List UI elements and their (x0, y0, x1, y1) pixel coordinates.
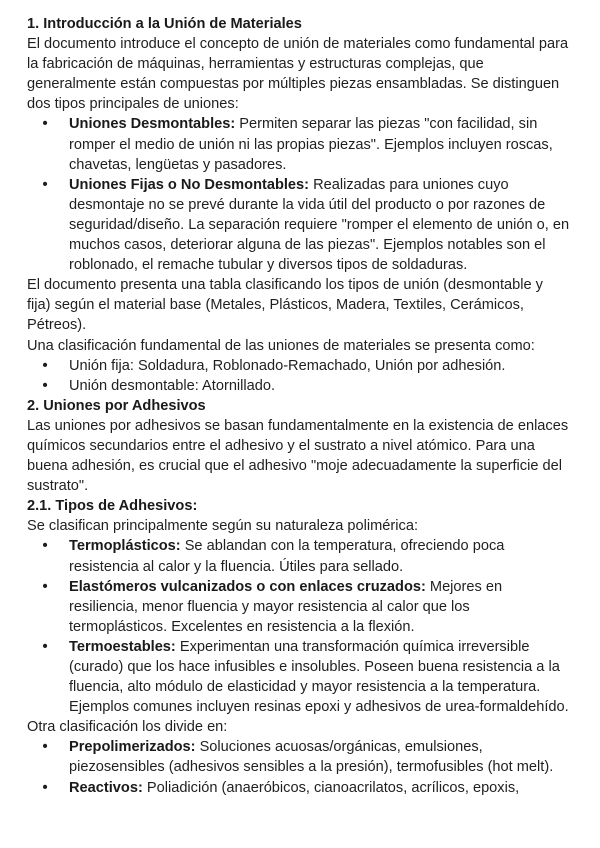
bullet: • (42, 357, 48, 374)
item-term: Reactivos: (69, 779, 143, 796)
bullet: • (42, 638, 48, 655)
item-term: Uniones Fijas o No Desmontables: (69, 176, 310, 193)
item-text: Experimentan una transformación química irreversible (curado) que los hace infusibles e insolubles. Poseen buena resistencia a la fluencia, alto módulo de elasticidad y mayor resistencia a la temperatura. Ejemplos comunes incluyen resinas epoxi y adhesivos de urea-formaldehído. (69, 638, 569, 716)
list-item (27, 737, 570, 777)
section-1-heading: 1. Introducción a la Unión de Materiales (27, 16, 302, 32)
item-term: Termoestables: (69, 638, 176, 655)
bullet: • (42, 176, 48, 193)
bullet: • (42, 377, 48, 394)
item-text: Mejores en resiliencia, menor fluencia y mayor resistencia al calor que los termoplásticos. Excelentes en resistencia a la flexión. (69, 578, 503, 635)
section-2-intro: Las uniones por adhesivos se basan fundamentalmente en la existencia de enlaces químicos secundarios entre el adhesivo y el sustrato a nivel atómico. Para una buena adhesión, es crucial que el adhesivo "moje adecuadamente la superficie del sustrato". (27, 417, 569, 495)
list-item (27, 376, 570, 396)
section-1-intro: El documento introduce el concepto de unión de materiales como fundamental para la fabricación de máquinas, herramientas y estructuras complejas, que generalmente están compuestas por múltiples piezas ensambladas. Se distinguen dos tipos principales de uniones: (27, 36, 569, 113)
item-text: Permiten separar las piezas "con facilidad, sin romper el medio de unión ni las propias piezas". Ejemplos incluyen roscas, chavetas, lengüetas y pasadores. (69, 116, 553, 173)
bullet: • (42, 578, 48, 595)
adhesive-types-list (27, 536, 570, 717)
list-item (27, 356, 570, 376)
item-term: Termoplásticos: (69, 538, 181, 555)
section-2-1-intro: Se clasifican principalmente según su naturaleza polimérica: (27, 518, 418, 535)
list-item (27, 536, 570, 576)
table-note: El documento presenta una tabla clasificando los tipos de unión (desmontable y fija) según el material base (Metales, Plásticos, Madera, Textiles, Cerámicos, Pétreos). (27, 277, 543, 334)
section-2-1-heading: 2.1. Tipos de Adhesivos: (27, 498, 198, 515)
item-term: Elastómeros vulcanizados o con enlaces cruzados: (69, 578, 426, 595)
list-item (27, 637, 570, 717)
bullet: • (42, 739, 48, 756)
item-term: Uniones Desmontables: (69, 116, 236, 133)
classification-intro: Una clasificación fundamental de las uniones de materiales se presenta como: (27, 337, 535, 354)
classification-list (27, 356, 570, 396)
list-item (27, 114, 570, 174)
list-item (27, 577, 570, 637)
bullet: • (42, 116, 48, 133)
item-text: Unión desmontable: Atornillado. (69, 377, 276, 394)
other-classification-intro: Otra clasificación los divide en: (27, 719, 228, 736)
bullet: • (42, 538, 48, 555)
list-item (27, 175, 570, 275)
item-text: Unión fija: Soldadura, Roblonado-Remachado, Unión por adhesión. (69, 357, 506, 374)
item-text: Poliadición (anaeróbicos, cianoacrilatos, acrílicos, epoxis, (142, 779, 520, 796)
bullet: • (42, 779, 48, 796)
item-text: Realizadas para uniones cuyo desmontaje no se prevé durante la vida útil del producto o por razones de seguridad/diseño. La separación requiere "romper el elemento de unión o, en muchos casos, deteriorar alguna de las piezas". Ejemplos notables son el roblonado, el remache tubular y diversos tipos de soldaduras. (69, 176, 570, 274)
union-types-list (27, 114, 570, 275)
item-text: Se ablandan con la temperatura, ofreciendo poca resistencia al calor y la fluencia. Útiles para sellado. (69, 538, 505, 575)
item-text: Soluciones acuosas/orgánicas, emulsiones, piezosensibles (adhesivos sensibles a la presión), termofusibles (hot melt). (69, 739, 554, 776)
list-item (27, 778, 570, 798)
item-term: Prepolimerizados: (69, 739, 196, 756)
other-classification-list (27, 737, 570, 797)
section-2-heading: 2. Uniones por Adhesivos (27, 397, 206, 414)
